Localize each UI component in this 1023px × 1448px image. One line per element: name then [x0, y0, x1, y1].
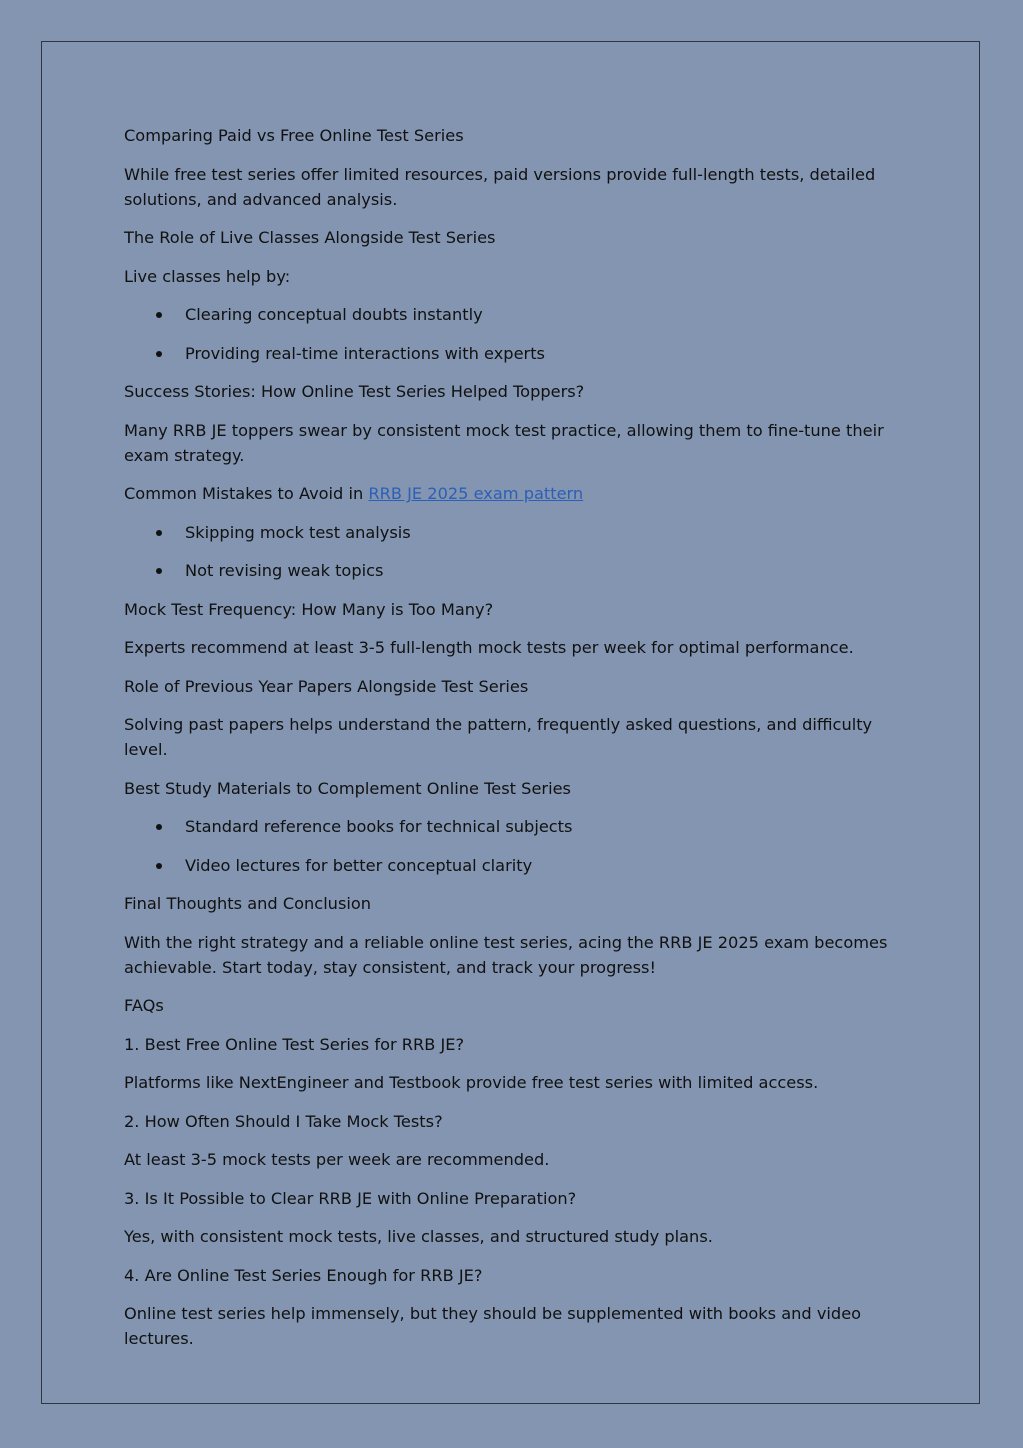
section-heading: Best Study Materials to Complement Online Test Series — [124, 778, 571, 798]
paragraph: While free test series offer limited resources, paid versions provide full-length tests, detailed solutions, and advanced analysis. — [124, 164, 876, 209]
faq-answer: Online test series help immensely, but they should be supplemented with books and video lectures. — [124, 1304, 862, 1348]
paragraph: Solving past papers helps understand the pattern, frequently asked questions, and difficulty level. — [124, 715, 873, 759]
bullet-list — [124, 302, 914, 366]
section-heading: Success Stories: How Online Test Series Helped Toppers? — [124, 382, 585, 401]
faq-question: 4. Are Online Test Series Enough for RRB JE? — [124, 1265, 483, 1285]
faq-answer: Platforms like NextEngineer and Testbook provide free test series with limited access. — [124, 1073, 819, 1092]
list-item: Not revising weak topics — [124, 558, 914, 583]
list-item: Providing real-time interactions with experts — [124, 341, 914, 366]
section-heading: Mock Test Frequency: How Many is Too Many? — [124, 599, 494, 619]
faq-question: 3. Is It Possible to Clear RRB JE with Online Preparation? — [124, 1188, 577, 1208]
bullet-list — [124, 814, 914, 878]
section-heading: The Role of Live Classes Alongside Test Series — [124, 228, 496, 247]
paragraph: Many RRB JE toppers swear by consistent mock test practice, allowing them to fine-tune their exam strategy. — [124, 420, 884, 465]
paragraph: Experts recommend at least 3-5 full-length mock tests per week for optimal performance. — [124, 638, 854, 657]
list-item: Standard reference books for technical subjects — [124, 814, 914, 839]
list-item: Video lectures for better conceptual clarity — [124, 853, 914, 878]
faq-answer: Yes, with consistent mock tests, live classes, and structured study plans. — [124, 1227, 713, 1246]
document-content — [124, 123, 914, 1365]
list-item: Skipping mock test analysis — [124, 520, 914, 545]
faqs-heading: FAQs — [124, 996, 164, 1015]
faq-answer: At least 3-5 mock tests per week are recommended. — [124, 1150, 550, 1169]
section-heading: Final Thoughts and Conclusion — [124, 894, 372, 913]
bullet-list — [124, 520, 914, 584]
paragraph: With the right strategy and a reliable online test series, acing the RRB JE 2025 exam becomes achievable. Start today, stay consistent, and track your progress! — [124, 932, 888, 977]
heading-text: Common Mistakes to Avoid in — [124, 484, 369, 503]
faq-question: 2. How Often Should I Take Mock Tests? — [124, 1111, 443, 1131]
section-heading: Comparing Paid vs Free Online Test Series — [124, 126, 464, 145]
paragraph: Live classes help by: — [124, 266, 291, 286]
section-heading: Role of Previous Year Papers Alongside Test Series — [124, 676, 529, 696]
list-item: Clearing conceptual doubts instantly — [124, 302, 914, 327]
exam-pattern-link[interactable]: RRB JE 2025 exam pattern — [368, 484, 584, 503]
section-heading — [124, 481, 914, 506]
faq-question: 1. Best Free Online Test Series for RRB JE? — [124, 1034, 465, 1054]
